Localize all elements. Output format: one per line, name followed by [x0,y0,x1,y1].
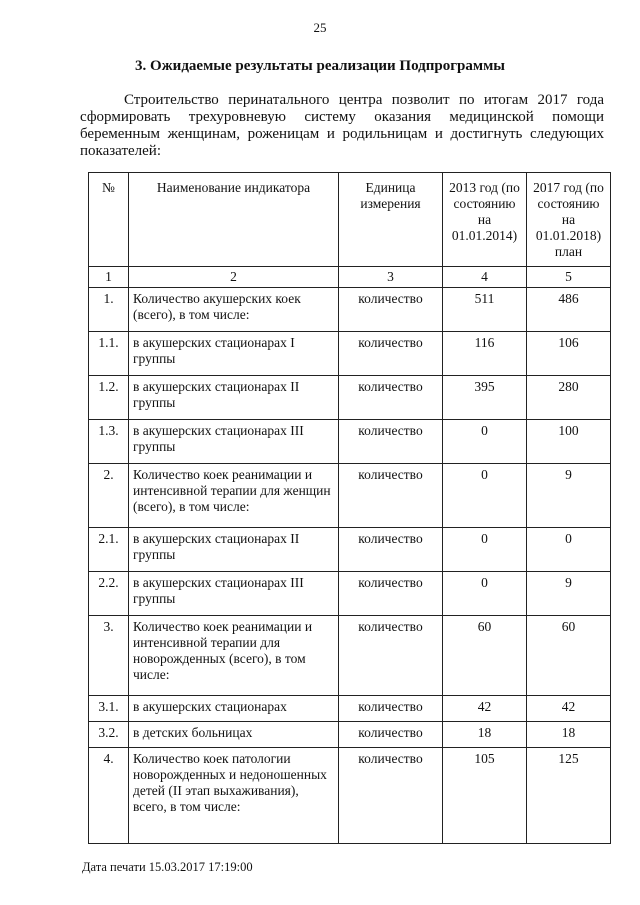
indicator-name: Количество коек патологии новорожденных и недоношенных детей (II этап выхаживания), всего, в том числе: [129,748,339,844]
column-number: 5 [527,267,611,288]
intro-paragraph: Строительство перинатального центра позволит по итогам 2017 года сформировать трехуровневую систему оказания медицинской помощи беременным женщинам, роженицам и родильницам и достигнуть следующих показателей: [80,92,604,159]
indicator-name: Количество коек реанимации и интенсивной терапии для новорожденных (всего), в том числе: [129,616,339,696]
table-row [89,332,611,376]
value-2013: 42 [443,696,527,722]
indicator-name: в акушерских стационарах I группы [129,332,339,376]
table-header-row [89,173,611,267]
value-2013: 0 [443,528,527,572]
value-2013: 0 [443,464,527,528]
unit: количество [339,722,443,748]
value-2013: 116 [443,332,527,376]
row-number: 4. [89,748,129,844]
row-number: 3.2. [89,722,129,748]
indicator-name: в акушерских стационарах [129,696,339,722]
table-row [89,748,611,844]
column-numbers-row [89,267,611,288]
unit: количество [339,696,443,722]
row-number: 3. [89,616,129,696]
value-2013: 395 [443,376,527,420]
row-number: 1.2. [89,376,129,420]
row-number: 2. [89,464,129,528]
unit: количество [339,748,443,844]
table-row [89,616,611,696]
unit: количество [339,572,443,616]
table-row [89,288,611,332]
table-row [89,420,611,464]
unit: количество [339,420,443,464]
table-row [89,528,611,572]
table-row [89,572,611,616]
value-2017: 18 [527,722,611,748]
value-2013: 0 [443,420,527,464]
unit: количество [339,616,443,696]
unit: количество [339,528,443,572]
indicators-table [88,172,611,844]
indicator-name: Количество акушерских коек (всего), в том числе: [129,288,339,332]
page-number: 25 [313,20,327,35]
header-num: № [89,173,129,267]
header-name: Наименование индикатора [129,173,339,267]
value-2013: 105 [443,748,527,844]
row-number: 1. [89,288,129,332]
row-number: 1.1. [89,332,129,376]
value-2017: 42 [527,696,611,722]
indicator-name: в детских больницах [129,722,339,748]
row-number: 2.1. [89,528,129,572]
indicator-name: в акушерских стационарах III группы [129,572,339,616]
column-number: 1 [89,267,129,288]
header-unit: Единица измерения [339,173,443,267]
value-2017: 106 [527,332,611,376]
table-row [89,464,611,528]
value-2013: 0 [443,572,527,616]
value-2017: 0 [527,528,611,572]
header-2017: 2017 год (по состоянию на 01.01.2018) план [527,173,611,267]
value-2013: 18 [443,722,527,748]
value-2013: 511 [443,288,527,332]
value-2017: 9 [527,464,611,528]
unit: количество [339,332,443,376]
value-2013: 60 [443,616,527,696]
indicator-name: в акушерских стационарах III группы [129,420,339,464]
column-number: 3 [339,267,443,288]
column-number: 4 [443,267,527,288]
indicator-name: в акушерских стационарах II группы [129,376,339,420]
table-row [89,722,611,748]
unit: количество [339,464,443,528]
value-2017: 100 [527,420,611,464]
unit: количество [339,376,443,420]
table-row [89,696,611,722]
column-number: 2 [129,267,339,288]
row-number: 1.3. [89,420,129,464]
row-number: 2.2. [89,572,129,616]
indicator-name: Количество коек реанимации и интенсивной терапии для женщин (всего), в том числе: [129,464,339,528]
table-row [89,376,611,420]
value-2017: 486 [527,288,611,332]
value-2017: 280 [527,376,611,420]
value-2017: 9 [527,572,611,616]
header-2013: 2013 год (по состоянию на 01.01.2014) [443,173,527,267]
unit: количество [339,288,443,332]
value-2017: 125 [527,748,611,844]
print-date-footer: Дата печати 15.03.2017 17:19:00 [82,860,253,874]
indicator-name: в акушерских стационарах II группы [129,528,339,572]
value-2017: 60 [527,616,611,696]
section-title: 3. Ожидаемые результаты реализации Подпрограммы [134,58,506,74]
row-number: 3.1. [89,696,129,722]
